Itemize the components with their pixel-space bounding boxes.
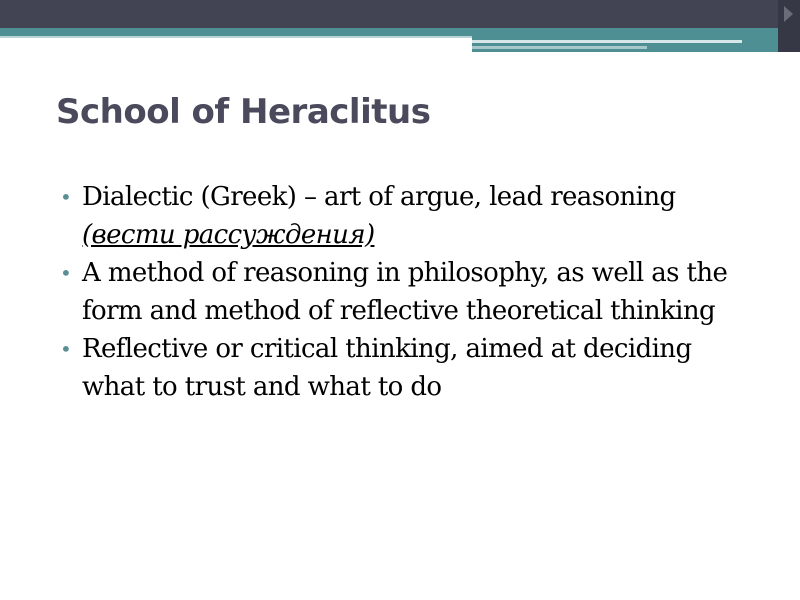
header-accent-line xyxy=(0,36,472,38)
bullet-icon: • xyxy=(60,185,72,209)
bullet-item xyxy=(56,178,756,254)
bullet-item xyxy=(56,330,756,406)
bullet-text: Reflective or critical thinking, aimed at deciding what to trust and what to do xyxy=(82,334,692,402)
header-accent-line xyxy=(472,40,742,43)
bullet-text: Dialectic (Greek) – art of argue, lead reasoning xyxy=(82,182,676,212)
bullet-list xyxy=(56,178,756,406)
header-accent-block xyxy=(472,34,800,52)
bullet-icon: • xyxy=(60,261,72,285)
slide-title: School of Heraclitus xyxy=(56,92,431,132)
triangle-icon xyxy=(784,6,793,22)
header-accent-line xyxy=(472,46,647,49)
bullet-translation-note: (вести рассуждения) xyxy=(82,220,375,250)
bullet-item xyxy=(56,254,756,330)
header-banner xyxy=(0,0,800,28)
bullet-text: A method of reasoning in philosophy, as well as the form and method of reflective theoretical thinking xyxy=(82,258,728,326)
bullet-icon: • xyxy=(60,337,72,361)
